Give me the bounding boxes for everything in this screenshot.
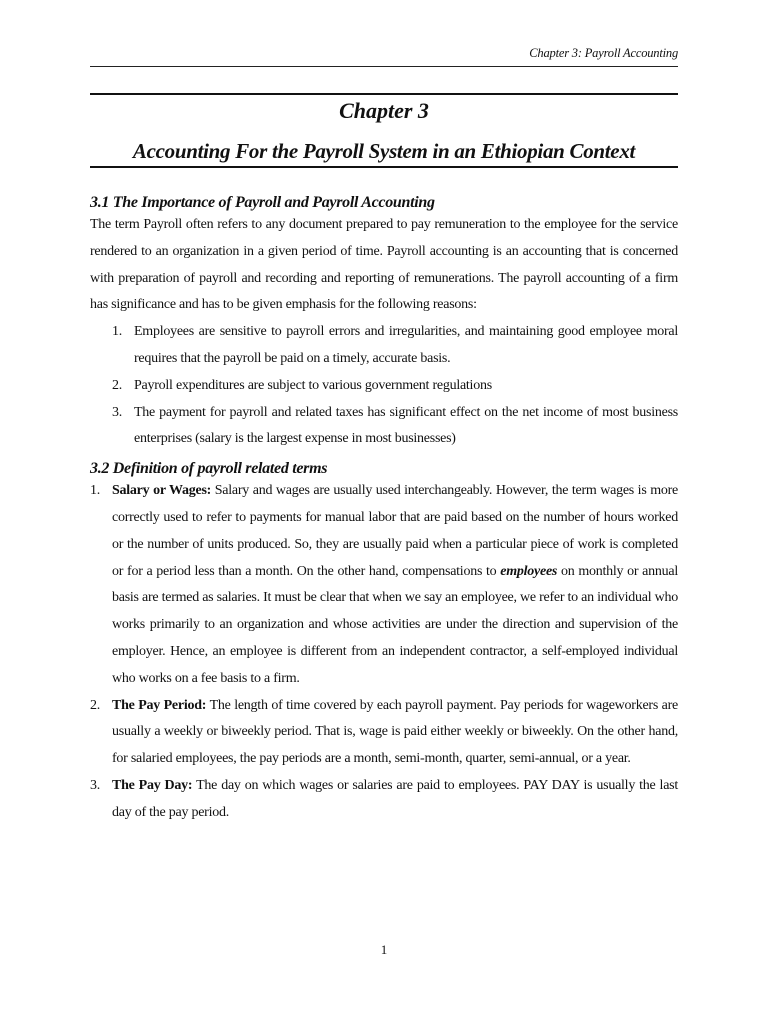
list-item xyxy=(112,373,678,400)
page-number: 1 xyxy=(380,942,388,957)
definition-text: The day on which wages or salaries are paid to employees. PAY DAY is usually the last day of the pay period. xyxy=(112,777,678,820)
section-heading-3-1: 3.1 The Importance of Payroll and Payroll Accounting xyxy=(90,194,435,211)
list-item xyxy=(112,319,678,373)
running-header: Chapter 3: Payroll Accounting xyxy=(529,46,678,60)
chapter-top-rule xyxy=(90,93,678,95)
list-item-number: 2. xyxy=(112,377,122,393)
definition-item xyxy=(90,478,678,692)
list-item-text: The payment for payroll and related taxes has significant effect on the net income of most business enterprises (salary is the largest expense in most businesses) xyxy=(134,404,678,447)
definition-number: 1. xyxy=(90,483,100,499)
definition-item xyxy=(90,773,678,827)
header-rule xyxy=(90,66,678,67)
list-item xyxy=(112,400,678,454)
list-item-number: 3. xyxy=(112,404,122,420)
definition-term: The Pay Period: xyxy=(112,697,207,713)
definition-number: 2. xyxy=(90,697,100,713)
section-heading-3-2: 3.2 Definition of payroll related terms xyxy=(90,460,328,478)
body-content xyxy=(90,194,678,827)
definition-text: Salary and wages are usually used interchangeably. However, the term wages is more correctly used to refer to payments for manual labor that are paid based on the number of hours worked or the number of units produced. So, they are usually paid when a particular piece of work is completed or for a period less than a month. On the other hand, compensations to xyxy=(112,483,678,579)
definition-item xyxy=(90,693,678,773)
definition-term: Salary or Wages: xyxy=(112,483,212,499)
list-item-text: Payroll expenditures are subject to various government regulations xyxy=(134,377,492,393)
list-item-number: 1. xyxy=(112,324,122,340)
definitions-list xyxy=(90,478,678,826)
list-item-text: Employees are sensitive to payroll errors and irregularities, and maintaining good employee moral requires that the payroll be paid on a timely, accurate basis. xyxy=(134,324,678,366)
definition-text: on monthly or annual basis are termed as salaries. It must be clear that when we say an employee, we refer to an individual who works primarily to an organization and whose activities are under the direction and supervision of the employer. Hence, an employee is different from an independent contractor, a self-employed individual who works on a fee basis to a firm. xyxy=(112,563,678,686)
definition-term: The Pay Day: xyxy=(112,777,193,793)
emphasized-word: employees xyxy=(500,563,558,579)
definition-text: The length of time covered by each payroll payment. Pay periods for wageworkers are usually a weekly or biweekly period. That is, wage is paid either weekly or biweekly. On the other hand, for salaried employees, the pay periods are a month, semi-month, quarter, semi-annual, or a year. xyxy=(112,697,678,767)
chapter-number: Chapter 3 xyxy=(339,98,429,123)
definition-number: 3. xyxy=(90,777,100,793)
reasons-list xyxy=(90,319,678,453)
section-intro-paragraph: The term Payroll often refers to any document prepared to pay remuneration to the employee for the service rendered to an organization in a given period of time. Payroll accounting is an accounting that is concerned with preparation of payroll and recording and reporting of remunerations. The payroll accounting of a firm has significance and has to be given emphasis for the following reasons: xyxy=(90,217,678,313)
chapter-title: Accounting For the Payroll System in an Ethiopian Context xyxy=(90,139,678,168)
